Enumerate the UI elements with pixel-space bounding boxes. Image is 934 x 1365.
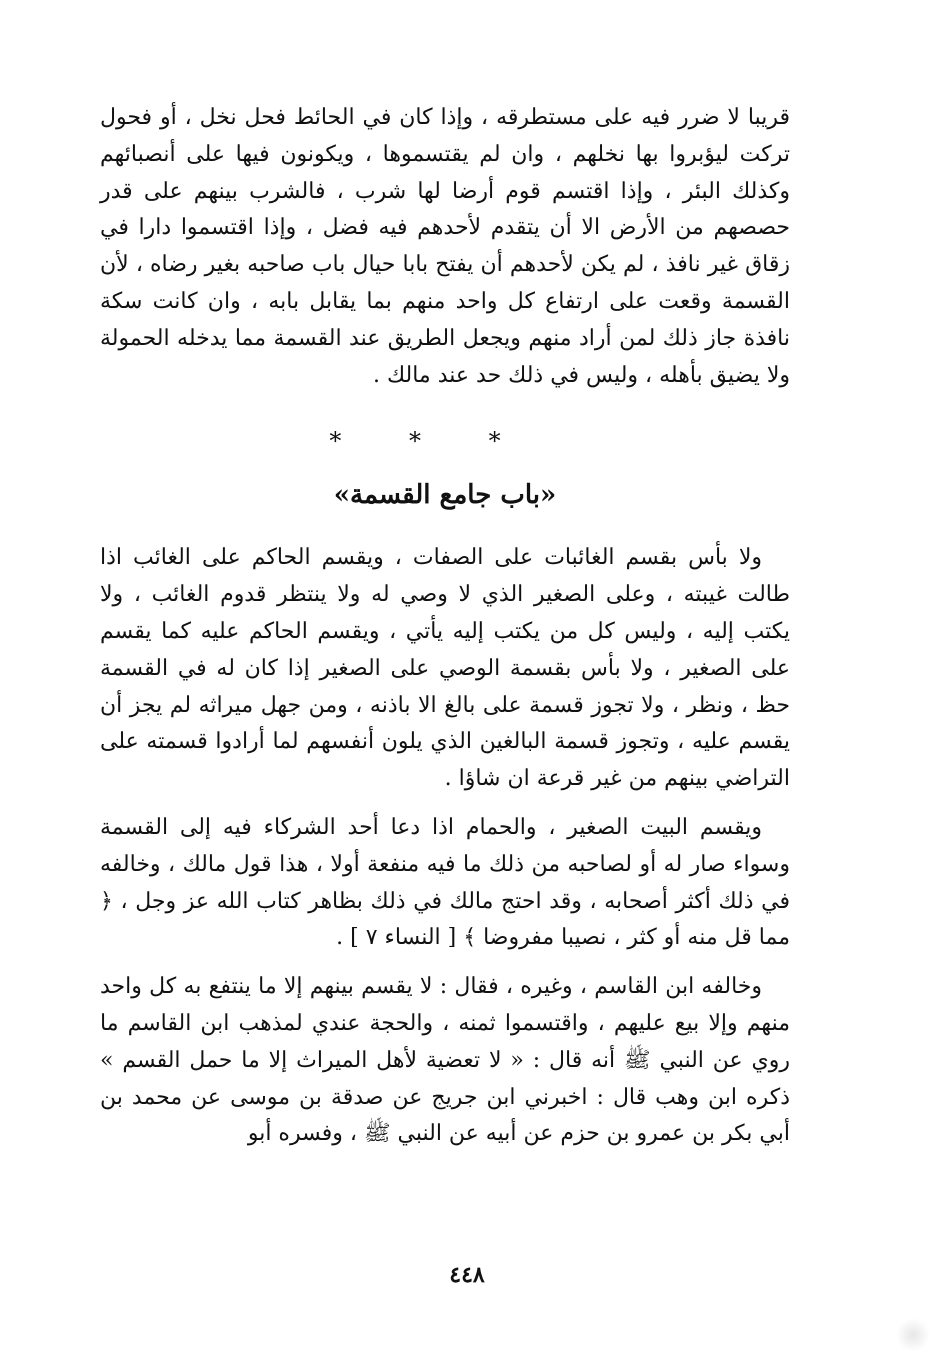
paragraph-3: وخالفه ابن القاسم ، وغيره ، فقال : لا يقسم بينهم إلا ما ينتفع به كل واحد منهم وإلا بيع عليهم ، واقتسموا ثمنه ، والحجة عندي لمذهب ابن القاسم ما روي عن النبي ﷺ أنه قال : « لا تعضية لأهل الميراث إلا ما حمل القسم » ذكره ابن وهب قال : اخبرني ابن جريج عن صدقة بن موسى عن محمد بن أبي بكر بن عمرو بن حزم عن أبيه عن النبي ﷺ ، وفسره أبو: [100, 974, 790, 1147]
section-separator: * * *: [329, 427, 531, 456]
paragraph-1: ولا بأس بقسم الغائبات على الصفات ، ويقسم الحاكم على الغائب اذا طالت غيبته ، وعلى الصغير الذي لا وصي له ولا ينتظر قدوم الغائب ، ولا يكتب إليه ، وليس كل من يكتب إليه يأتي ، ويقسم الحاكم عليه كما يقسم على الصغير ، ولا بأس بقسمة الوصي على الصغير إذا كان له في القسمة حظ ، ونظر ، ولا تجوز قسمة على بالغ الا باذنه ، ومن جهل ميراثه لم يجز أن يقسم عليه ، وتجوز قسمة البالغين الذي يلون أنفسهم لما أرادوا قسمته على التراضي بينهم من غير قرعة ان شاؤا .: [100, 545, 790, 792]
page-body: [100, 100, 790, 1153]
paragraph-2: ويقسم البيت الصغير ، والحمام اذا دعا أحد الشركاء فيه إلى القسمة وسواء صار له أو لصاحبه من ذلك ما فيه منفعة أولا ، هذا قول مالك ، وخالفه في ذلك أكثر أصحابه ، وقد احتج مالك في ذلك بظاهر كتاب الله عز وجل ، ﴿ مما قل منه أو كثر ، نصيبا مفروضا ﴾ [ النساء ٧ ] .: [100, 814, 790, 951]
page-number: ٤٤٨: [449, 1262, 485, 1288]
section-heading: «باب جامع القسمة»: [333, 480, 557, 511]
scan-artifact: [896, 1318, 930, 1352]
top-paragraph: قريبا لا ضرر فيه على مستطرقه ، وإذا كان في الحائط فحل نخل ، أو فحول تركت ليؤبروا بها نخلهم ، وان لم يقتسموها ، ويكونون فيها على أنصبائهم وكذلك البئر ، وإذا اقتسم قوم أرضا لها شرب ، فالشرب بينهم على قدر حصصهم من الأرض الا أن يتقدم لأحدهم فيه فضل ، وإذا اقتسموا دارا في زقاق غير نافذ ، لم يكن لأحدهم أن يفتح بابا حيال باب صاحبه بغير رضاه ، لأن القسمة وقعت على ارتفاع كل واحد منهم بما يقابل بابه ، وان كانت سكة نافذة جاز ذلك لمن أراد منهم ويجعل الطريق عند القسمة مما يدخله الحمولة ولا يضيق بأهله ، وليس في ذلك حد عند مالك .: [100, 105, 790, 388]
